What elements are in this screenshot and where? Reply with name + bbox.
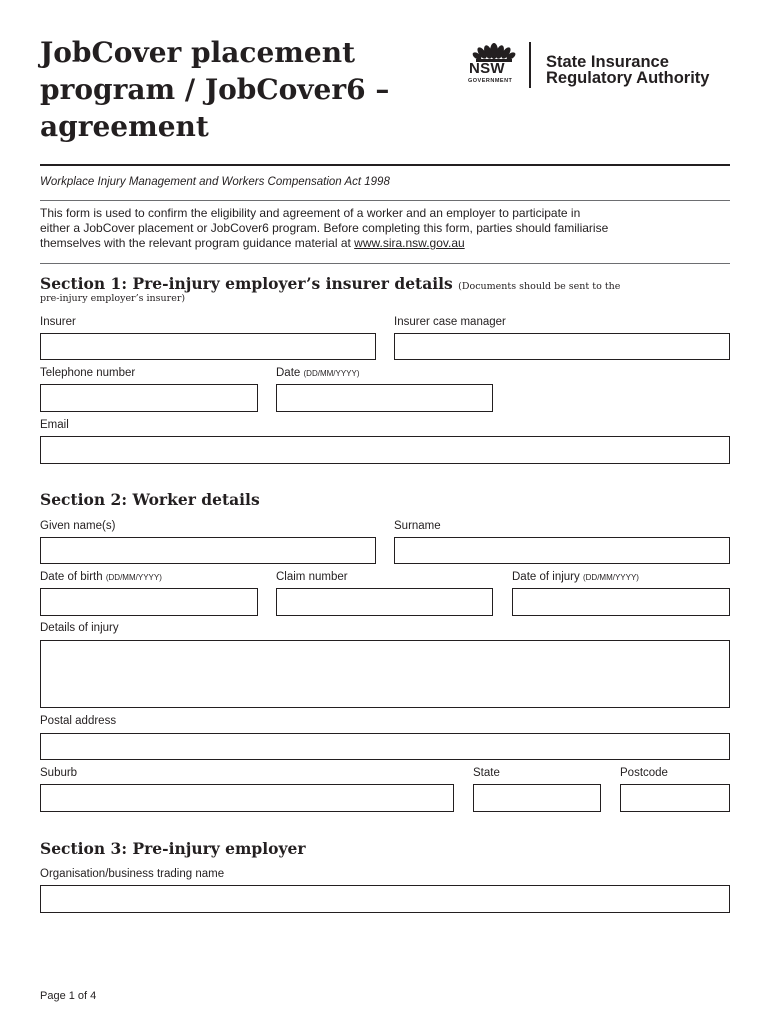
organisation-label: Organisation/business trading name: [40, 868, 225, 880]
state-label: State: [473, 767, 500, 779]
waratah-icon: [470, 38, 518, 62]
injury-details-input[interactable]: [40, 640, 730, 708]
government-wordmark: GOVERNMENT: [468, 78, 513, 84]
given-name-label: Given name(s): [40, 520, 116, 532]
email-input[interactable]: [40, 436, 730, 464]
suburb-label: Suburb: [40, 767, 78, 779]
logo-divider: [529, 42, 531, 88]
intro-divider: [40, 263, 730, 264]
intro-line-3: themselves with the relevant program guidance material at: [40, 236, 351, 250]
doi-label: [512, 571, 639, 583]
date-input[interactable]: [276, 384, 493, 412]
postcode-label: Postcode: [620, 767, 668, 779]
nsw-wordmark: NSW: [469, 60, 505, 77]
telephone-label: Telephone number: [40, 367, 136, 379]
section-3-title: Section 3: Pre-injury employer: [40, 839, 306, 858]
dob-label: [40, 571, 162, 583]
act-reference: Workplace Injury Management and Workers Compensation Act 1998: [40, 176, 390, 188]
case-manager-input[interactable]: [394, 333, 730, 360]
date-label: [276, 367, 360, 379]
nsw-sira-logo: [466, 38, 736, 94]
header-divider: [40, 164, 730, 166]
injury-details-label: Details of injury: [40, 622, 119, 634]
given-name-input[interactable]: [40, 537, 376, 564]
postal-address-label: Postal address: [40, 715, 117, 727]
surname-input[interactable]: [394, 537, 730, 564]
agency-name: [546, 54, 709, 86]
sira-website-link[interactable]: www.sira.nsw.gov.au: [354, 236, 465, 250]
section-1-title: Section 1: Pre-injury employer’s insurer details: [40, 274, 453, 293]
doi-label-text: Date of injury: [512, 571, 580, 583]
page-number: Page 1 of 4: [40, 990, 97, 1002]
insurer-label: Insurer: [40, 316, 76, 328]
doi-format-hint: (DD/MM/YYYY): [582, 573, 639, 582]
act-divider: [40, 200, 730, 201]
dob-label-text: Date of birth: [40, 571, 103, 583]
section-1-note-cont: pre-injury employer’s insurer): [40, 293, 186, 304]
title-line-1: JobCover placement: [40, 36, 355, 69]
page-title: [40, 34, 440, 145]
email-label: Email: [40, 419, 69, 431]
suburb-input[interactable]: [40, 784, 454, 812]
postcode-input[interactable]: [620, 784, 730, 812]
case-manager-label: Insurer case manager: [394, 316, 506, 328]
section-1-note: (Documents should be sent to the: [458, 281, 621, 292]
insurer-input[interactable]: [40, 333, 376, 360]
state-input[interactable]: [473, 784, 601, 812]
title-line-2: program / JobCover6 –: [40, 73, 390, 106]
telephone-input[interactable]: [40, 384, 258, 412]
claim-number-label: Claim number: [276, 571, 348, 583]
dob-format-hint: (DD/MM/YYYY): [105, 573, 162, 582]
intro-line-1: This form is used to confirm the eligibility and agreement of a worker and an employer to participate in: [40, 206, 581, 220]
section-2-title: Section 2: Worker details: [40, 490, 260, 509]
dob-input[interactable]: [40, 588, 258, 616]
agency-name-line-2: Regulatory Authority: [546, 69, 710, 87]
section-1-heading: [40, 274, 620, 293]
doi-input[interactable]: [512, 588, 730, 616]
postal-address-input[interactable]: [40, 733, 730, 760]
surname-label: Surname: [394, 520, 441, 532]
title-line-3: agreement: [40, 110, 209, 143]
claim-number-input[interactable]: [276, 588, 493, 616]
organisation-input[interactable]: [40, 885, 730, 913]
date-format-hint: (DD/MM/YYYY): [303, 369, 360, 378]
agency-name-line-1: State Insurance: [546, 53, 669, 71]
intro-paragraph: [40, 206, 732, 251]
date-label-text: Date: [276, 367, 301, 379]
intro-line-2: either a JobCover placement or JobCover6 program. Before completing this form, parties should familiarise: [40, 221, 609, 235]
